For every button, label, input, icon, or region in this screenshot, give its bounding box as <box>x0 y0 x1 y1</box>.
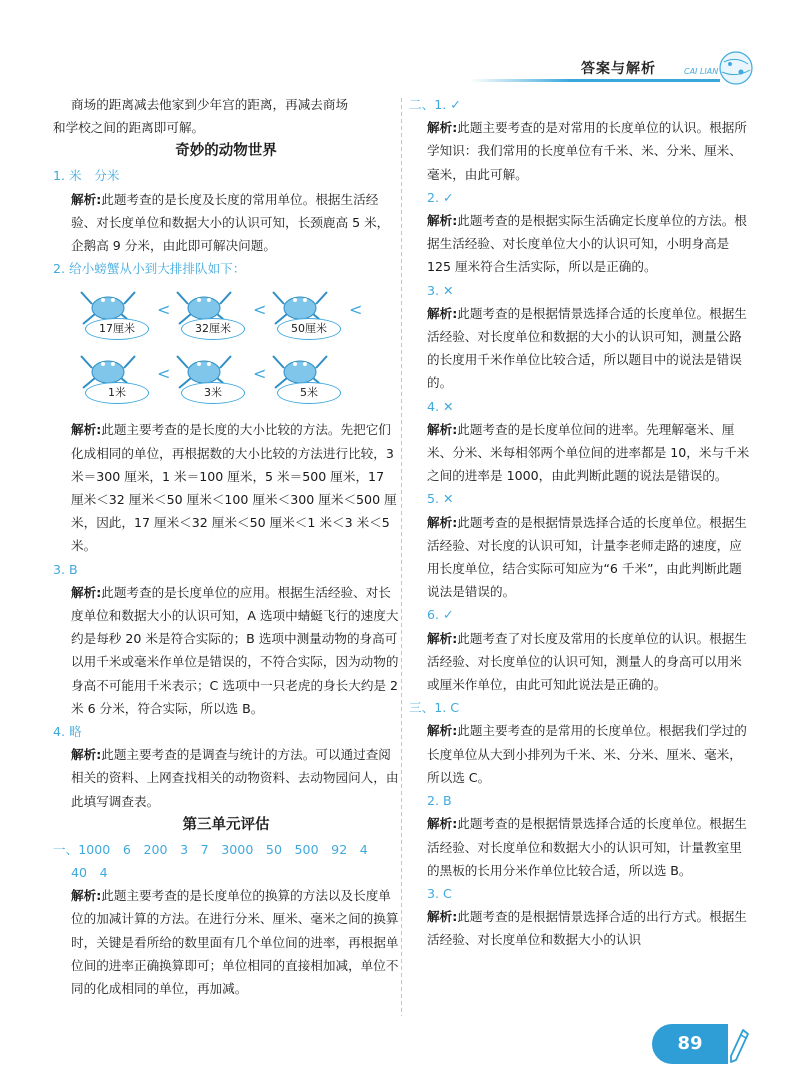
r6-answer: 6. ✓ <box>427 607 454 623</box>
s3-2-answer: 2. B <box>427 793 452 809</box>
q2-answer: 2. 给小螃蟹从小到大排排队如下： <box>53 261 246 277</box>
svg-text:CAI LIAN: CAI LIAN <box>684 67 719 76</box>
crab-label: 17厘米 <box>85 318 149 340</box>
r4-answer: 4. ✕ <box>427 398 454 414</box>
less-than-sign: < <box>157 364 171 384</box>
s3-3-explanation: 解析:此题考查的是根据情景选择合适的出行方式。根据生活经验、对长度单位和数据大小的认识 <box>427 909 747 948</box>
q1-explanation: 解析:此题考查的是长度及长度的常用单位。根据生活经验、对长度单位和数据大小的认识可知，长颈鹿高 5 米，企鹅高 9 分米，由此即可解决问题。 <box>71 191 390 254</box>
r5-answer: 5. ✕ <box>427 491 454 507</box>
part1-answer-cont: 40 4 <box>71 865 108 881</box>
q3-answer: 3. B <box>53 561 78 577</box>
s3-explanation: 解析:此题主要考查的是常用的长度单位。根据我们学过的长度单位从大到小排列为千米、米、分米、厘米、毫米，所以选 C。 <box>427 723 747 785</box>
left-column <box>53 93 399 1000</box>
crab-label: 50厘米 <box>277 318 341 340</box>
less-than-sign: < <box>253 364 267 384</box>
s3-3-answer: 3. C <box>427 885 452 901</box>
r1-explanation: 解析:此题主要考查的是对常用的长度单位的认识。根据所学知识：我们常用的长度单位有千米、米、分米、厘米、毫米，由此可解。 <box>427 120 747 182</box>
section-title-animals: 奇妙的动物世界 <box>175 143 277 160</box>
less-than-sign: < <box>349 300 363 320</box>
continued-text-2: 和学校之间的距离即可解。 <box>53 120 205 136</box>
r1-answer: 二、1. ✓ <box>409 97 461 112</box>
q3-explanation: 解析:此题考查的是长度单位的应用。根据生活经验、对长度单位和数据大小的认识可知，A 选项中蜻蜓飞行的速度大约是每秒 20 米是符合实际的；B 选项中测量动物的身高可以用千米或毫米作单位是错误的，不符合实际，因为动物的身高不可能用千米表示；C 选项中一只老虎的身长大约是 2 米 6 分米，符合实际，所以选 B。 <box>71 584 399 716</box>
crab-label: 5米 <box>277 382 341 404</box>
pencil-icon <box>728 1028 750 1064</box>
crab-ordering-figure <box>71 284 371 414</box>
r5-explanation: 解析:此题考查的是根据情景选择合适的长度单位。根据生活经验、对长度的认识可知，计量李老师走路的速度，应用长度单位，结合实际可知应为“6 千米”，由此判断此题说法是错误的。 <box>427 514 747 600</box>
r6-explanation: 解析:此题考查了对长度及常用的长度单位的认识。根据生活经验、对长度单位的认识可知，测量人的身高可以用米或厘米作单位，由此可知此说法是正确的。 <box>427 630 747 693</box>
part1-answer: 一、1000 6 200 3 7 3000 50 500 92 4 <box>53 841 368 857</box>
section-title-unit3: 第三单元评估 <box>182 816 270 833</box>
r4-explanation: 解析:此题考查的是长度单位间的进率。先理解毫米、厘米、分米、米每相邻两个单位间的进率都是 10，米与千米之间的进率是 1000，由此判断此题的说法是错误的。 <box>427 421 750 484</box>
crab-label: 3米 <box>181 382 245 404</box>
page-number: 89 <box>652 1024 728 1064</box>
r3-answer: 3. ✕ <box>427 282 454 298</box>
r2-answer: 2. ✓ <box>427 189 454 205</box>
crab-label: 1米 <box>85 382 149 404</box>
q2-explanation: 解析:此题主要考查的是长度的大小比较的方法。先把它们化成相同的单位，再根据数的大小比较的方法进行比较，3 米＝300 厘米，1 米＝100 厘米，5 米＝500 厘米，17 厘米＜32 厘米＜50 厘米＜100 厘米＜300 厘米＜500 厘米，因此，17 厘米＜32 厘米＜50 厘米＜1 米＜3 米＜5 米。 <box>71 422 397 554</box>
r2-explanation: 解析:此题考查的是根据实际生活确定长度单位的方法。根据生活经验、对长度单位大小的认识可知，小明身高是 125 厘米符合生活实际，所以是正确的。 <box>427 213 747 275</box>
header-title: 答案与解析 <box>581 61 656 77</box>
part1-explanation: 解析:此题主要考查的是长度单位的换算的方法以及长度单位的加减计算的方法。在进行分米、厘米、毫米之间的换算时，关键是看所给的数里面有几个单位间的进率，再根据单位间的进率正确换算即可；单位相同的直接相加减，单位不同的化成相同的单位，再加减。 <box>71 888 399 997</box>
q4-explanation: 解析:此题主要考查的是调查与统计的方法。可以通过查阅相关的资料、上网查找相关的动物资料、去动物园问人，由此填写调查表。 <box>71 747 399 809</box>
right-column <box>409 93 753 952</box>
logo-globe-icon <box>676 44 756 94</box>
r3-explanation: 解析:此题考查的是根据情景选择合适的长度单位。根据生活经验、对长度单位和数据的大小的认识可知，测量公路的长度用千米作单位比较合适，所以题目中的说法是错误的。 <box>427 305 747 391</box>
q1-answer: 1. 米 分米 <box>53 168 120 184</box>
s3-answer: 三、1. C <box>409 700 460 716</box>
less-than-sign: < <box>253 300 267 320</box>
s3-2-explanation: 解析:此题考查的是根据情景选择合适的长度单位。根据生活经验、对长度单位和数据大小的认识可知，计量教室里的黑板的长用分米作单位比较合适，所以选 B。 <box>427 816 747 878</box>
q4-answer: 4. 略 <box>53 724 82 740</box>
crab-label: 32厘米 <box>181 318 245 340</box>
less-than-sign: < <box>157 300 171 320</box>
column-divider <box>401 98 402 1016</box>
continued-text: 商场的距离减去他家到少年宫的距离，再减去商场 <box>71 97 349 112</box>
